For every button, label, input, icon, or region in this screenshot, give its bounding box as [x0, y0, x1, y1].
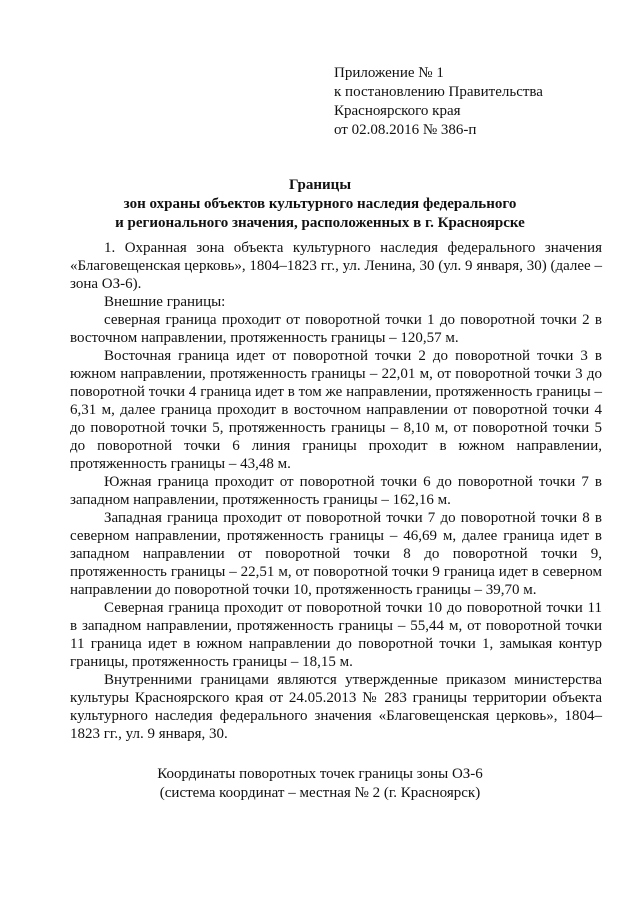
paragraph-zone-definition: 1. Охранная зона объекта культурного наследия федерального значения «Благовещенская церковь», 1804–1823 гг., ул. Ленина, 30 (ул. 9 января, 30) (далее – зона ОЗ-6). [70, 240, 602, 292]
annex-line-1: Приложение № 1 [334, 65, 444, 81]
coordinates-caption-line-2: (система координат – местная № 2 (г. Красноярск) [159, 785, 481, 801]
annex-line-4: от 02.08.2016 № 386-п [334, 122, 477, 138]
title-line-2: зон охраны объектов культурного наследия федерального [123, 196, 517, 212]
paragraph-south-border: Южная граница проходит от поворотной точки 6 до поворотной точки 7 в западном направлении, протяженность границы – 162,16 м. [70, 474, 602, 508]
document-title [0, 176, 640, 233]
paragraph-west-border: Западная граница проходит от поворотной точки 7 до поворотной точки 8 в северном направлении, протяженность границы – 46,69 м, далее граница идет в западном направлении от поворотной точки 8 до поворотной точки 9, протяженность границы – 22,51 м, от поворотной точки 9 граница идет в северном направлении до поворотной точки 10, протяженность границы – 39,70 м. [70, 510, 602, 598]
coordinates-caption-line-1: Координаты поворотных точек границы зоны ОЗ-6 [157, 766, 483, 782]
title-line-3: и регионального значения, расположенных в г. Красноярске [115, 215, 525, 231]
paragraph-external-borders-heading: Внешние границы: [104, 294, 226, 310]
paragraph-internal-borders: Внутренними границами являются утвержденные приказом министерства культуры Красноярского края от 24.05.2013 № 283 границы территории объекта культурного наследия федерального значения «Благовещенская церковь», 1804–1823 гг., ул. 9 января, 30. [70, 672, 602, 742]
coordinates-caption [0, 765, 640, 803]
annex-line-2: к постановлению Правительства [334, 84, 543, 100]
paragraph-north-border-1: северная граница проходит от поворотной точки 1 до поворотной точки 2 в восточном направлении, протяженность границы – 120,57 м. [70, 312, 602, 346]
annex-line-3: Красноярского края [334, 103, 461, 119]
paragraph-north-border-2: Северная граница проходит от поворотной точки 10 до поворотной точки 11 в западном направлении, протяженность границы – 55,44 м, от поворотной точки 11 граница идет в южном направлении до поворотной точки 1, замыкая контур границы, протяженность границы – 18,15 м. [70, 600, 602, 670]
document-body [70, 239, 602, 743]
annex-header [334, 64, 543, 140]
paragraph-east-border: Восточная граница идет от поворотной точки 2 до поворотной точки 3 в южном направлении, протяженность границы – 22,01 м, от поворотной точки 3 до поворотной точки 4 граница идет в том же направлении, протяженность границы – 6,31 м, далее граница проходит в восточном направлении от поворотной точки 4 до поворотной точки 5, протяженность границы – 8,10 м, от поворотной точки 5 до поворотной точки 6 линия границы проходит в южном направлении, протяженность границы – 43,48 м. [70, 348, 602, 472]
title-line-1: Границы [288, 177, 352, 193]
